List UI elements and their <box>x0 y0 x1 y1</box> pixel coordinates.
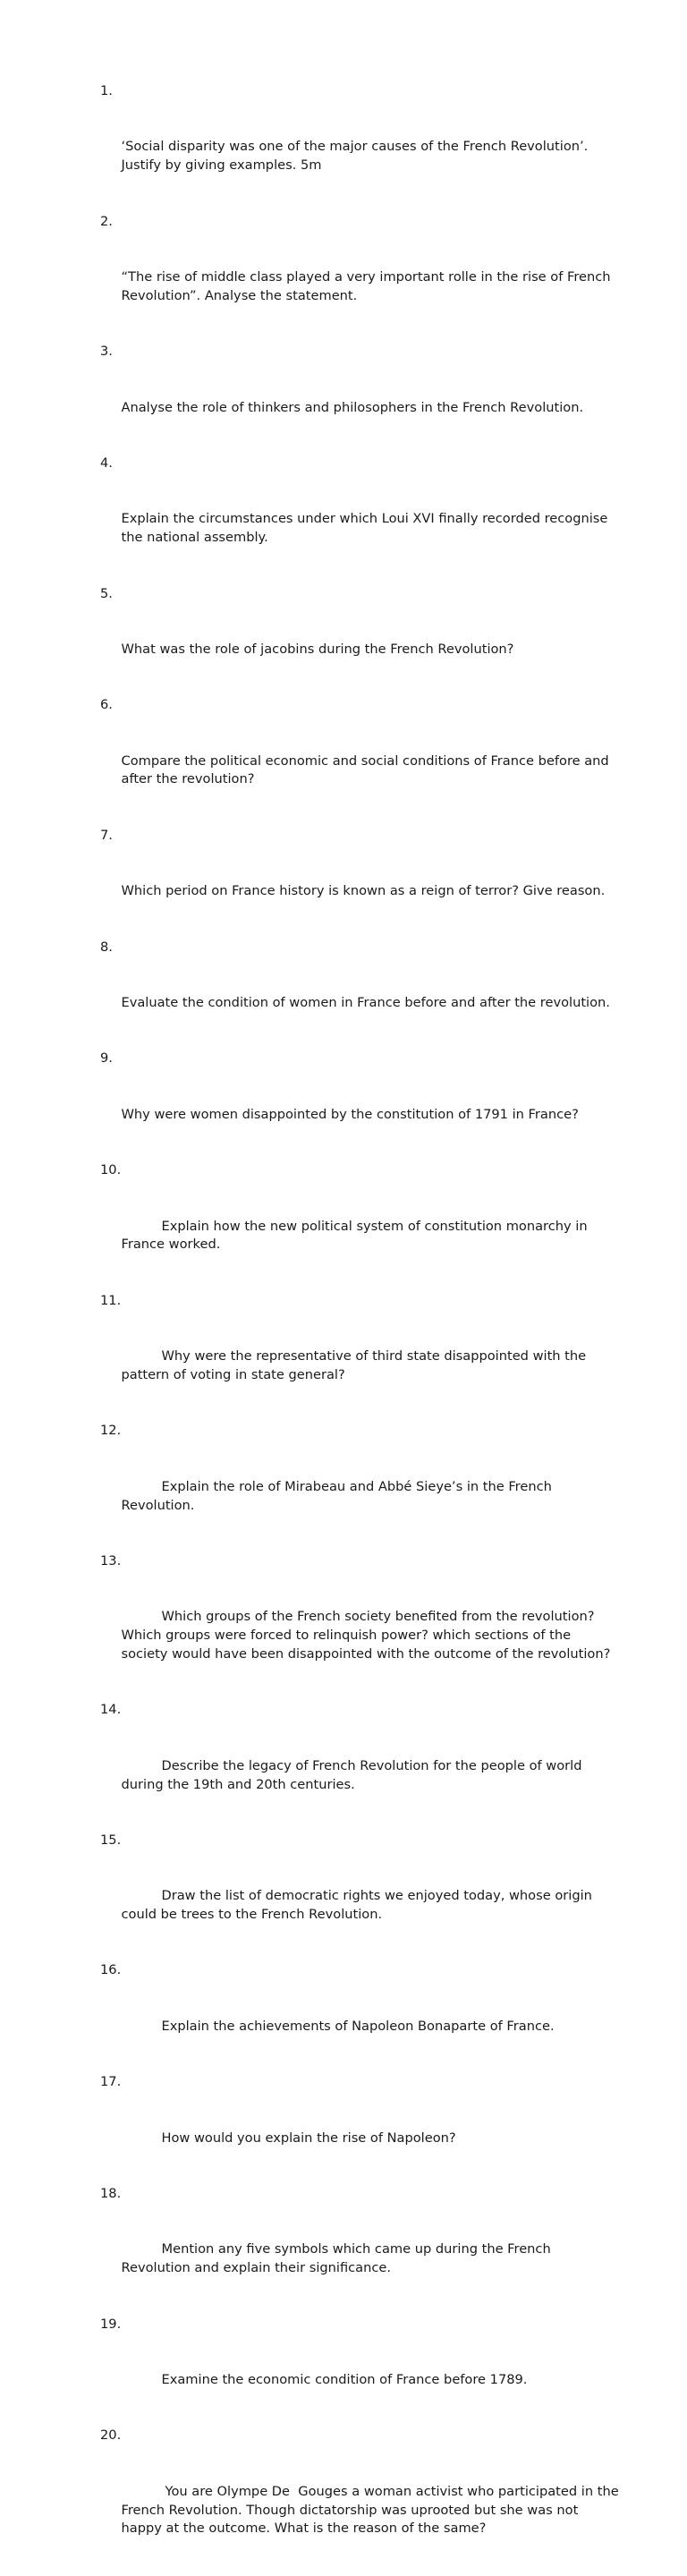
question-number: 16. <box>100 1962 122 1978</box>
question-item-6 <box>100 696 619 827</box>
question-number: 9. <box>100 1050 113 1067</box>
question-item-20 <box>100 2427 623 2575</box>
question-text: Explain the role of Mirabeau and Abbé Sieye’s in the French Revolution. <box>121 1478 556 1513</box>
question-item-13 <box>100 1552 619 1701</box>
question-item-17 <box>100 2073 619 2185</box>
question-item-12 <box>100 1422 619 1552</box>
question-text: How would you explain the rise of Napoleon? <box>161 2130 456 2146</box>
question-number: 5. <box>100 585 113 601</box>
question-text: Describe the legacy of French Revolution for the people of world during the 19th and 20th centuries. <box>121 1757 587 1792</box>
question-item-8 <box>100 939 619 1050</box>
question-number: 14. <box>100 1702 122 1718</box>
question-item-19 <box>100 2316 619 2427</box>
question-text: Mention any five symbols which came up during the French Revolution and explain their significance. <box>121 2241 556 2276</box>
question-item-16 <box>100 1961 619 2073</box>
question-number: 2. <box>100 213 113 229</box>
question-text: ‘Social disparity was one of the major causes of the French Revolution’. Justify by giving examples. 5m <box>121 139 592 174</box>
question-number: 13. <box>100 1552 122 1569</box>
question-item-5 <box>100 585 619 697</box>
question-item-11 <box>100 1292 619 1423</box>
question-item-1 <box>100 82 619 213</box>
question-number: 20. <box>100 2427 122 2444</box>
question-text: You are Olympe De Gouges a woman activist who participated in the French Revolution. Though dictatorship was uprooted but she was not happy at the outcome. What is the reason of the same? <box>121 2483 623 2537</box>
question-item-9 <box>100 1050 619 1161</box>
question-number: 7. <box>100 827 113 843</box>
question-text: Why were women disappointed by the constitution of 1791 in France? <box>121 1106 579 1122</box>
question-number: 12. <box>100 1423 122 1439</box>
question-text: Explain how the new political system of constitution monarchy in France worked. <box>121 1218 592 1253</box>
question-number: 3. <box>100 344 113 360</box>
question-number: 8. <box>100 939 113 955</box>
question-text: What was the role of jacobins during the French Revolution? <box>121 641 514 657</box>
question-number: 1. <box>100 83 113 98</box>
question-number: 15. <box>100 1832 122 1848</box>
question-text: Compare the political economic and social conditions of France before and after the revolution? <box>121 752 614 787</box>
question-item-4 <box>100 455 619 585</box>
question-number: 4. <box>100 455 113 471</box>
question-number: 11. <box>100 1292 122 1308</box>
question-item-7 <box>100 827 619 939</box>
question-item-10 <box>100 1161 619 1292</box>
question-text: Which groups of the French society benefited from the revolution? Which groups were forced to relinquish power? which sections of the society would have been disappointed with the outcome of the revolution? <box>121 1609 611 1662</box>
question-number: 17. <box>100 2074 122 2090</box>
question-number: 6. <box>100 697 113 713</box>
question-item-15 <box>100 1832 619 1962</box>
question-item-2 <box>100 213 619 344</box>
question-number: 19. <box>100 2316 122 2332</box>
question-text: Which period on France history is known as a reign of terror? Give reason. <box>121 883 606 899</box>
question-item-14 <box>100 1701 619 1832</box>
question-text: Explain the circumstances under which Loui XVI finally recorded recognise the national assembly. <box>121 511 613 546</box>
question-list <box>100 82 623 2576</box>
question-text: Explain the achievements of Napoleon Bonaparte of France. <box>161 2018 555 2034</box>
question-item-3 <box>100 343 619 455</box>
question-text: Examine the economic condition of France before 1789. <box>161 2372 528 2388</box>
question-number: 18. <box>100 2186 122 2202</box>
question-text: Analyse the role of thinkers and philosophers in the French Revolution. <box>121 399 584 415</box>
question-text: “The rise of middle class played a very important rolle in the rise of French Revolution”. Analyse the statement. <box>121 268 615 303</box>
question-text: Why were the representative of third state disappointed with the pattern of voting in state general? <box>121 1348 590 1382</box>
question-number: 10. <box>100 1162 122 1178</box>
question-text: Evaluate the condition of women in France before and after the revolution. <box>121 995 610 1011</box>
question-item-18 <box>100 2185 619 2316</box>
question-text: Draw the list of democratic rights we enjoyed today, whose origin could be trees to the French Revolution. <box>121 1888 597 1923</box>
